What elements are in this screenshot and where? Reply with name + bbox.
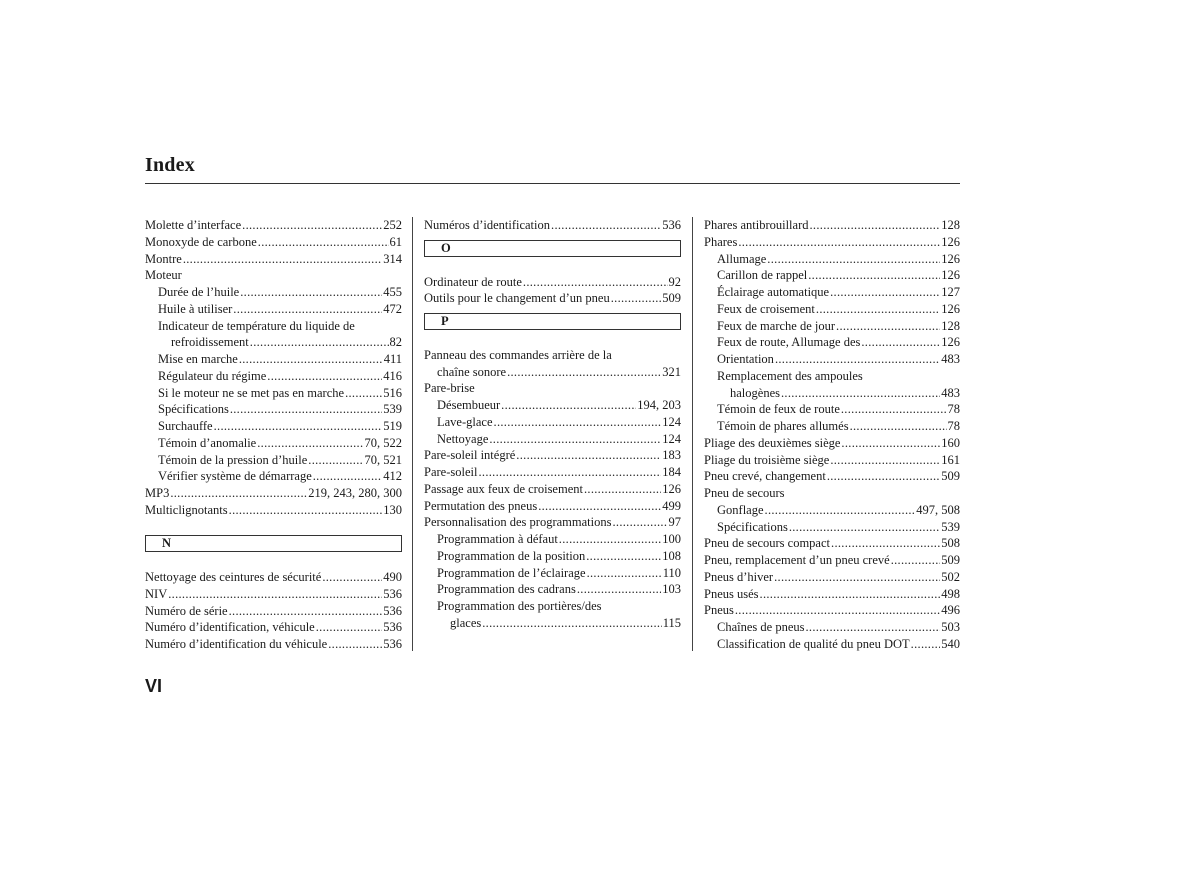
entry-page-number: 126 — [941, 268, 960, 283]
entry-page-number: 110 — [662, 565, 681, 580]
index-entry — [704, 351, 960, 368]
dot-leader — [551, 217, 661, 230]
index-entry — [424, 447, 681, 464]
index-entry — [145, 284, 402, 301]
entry-page-number: 161 — [941, 452, 960, 467]
entry-term: Nettoyage des ceintures de sécurité — [145, 570, 322, 584]
entry-page-number: 61 — [389, 234, 402, 249]
index-entry — [704, 284, 960, 301]
index-entry — [145, 334, 402, 351]
index-entry — [704, 334, 960, 351]
entry-page-number: 536 — [383, 637, 402, 651]
entry-term: Numéro de série — [145, 603, 228, 618]
entry-page-number: 499 — [662, 498, 681, 513]
dot-leader — [816, 301, 940, 314]
entry-page-number: 82 — [389, 335, 402, 350]
index-entry — [704, 385, 960, 402]
entry-group — [145, 569, 402, 653]
index-entry — [145, 401, 402, 418]
index-column-1 — [145, 217, 402, 653]
entry-page-number: 497, 508 — [916, 502, 960, 517]
entry-page-number: 115 — [662, 615, 681, 630]
dot-leader — [850, 418, 947, 431]
entry-term: Nettoyage — [437, 431, 489, 446]
title-rule — [145, 183, 960, 184]
entry-page-number: 194, 203 — [637, 398, 681, 412]
dot-leader — [861, 334, 940, 347]
letter-heading-o: O — [424, 240, 681, 257]
dot-leader — [738, 234, 940, 247]
dot-leader — [170, 485, 307, 498]
index-entry — [704, 602, 960, 619]
entry-term: Permutation des pneus — [424, 498, 538, 513]
entry-page-number: 126 — [662, 481, 681, 496]
entry-term: Gonflage — [717, 502, 764, 517]
index-entry — [424, 581, 681, 598]
entry-term: Feux de croisement — [717, 301, 815, 316]
index-entry — [704, 318, 960, 335]
dot-leader — [587, 565, 662, 578]
dot-leader — [322, 569, 382, 582]
index-entry — [424, 514, 681, 531]
entry-term: chaîne sonore — [437, 364, 507, 379]
dot-leader — [229, 603, 383, 616]
letter-heading-n: N — [145, 535, 402, 552]
dot-leader — [841, 435, 940, 448]
index-entry — [424, 217, 681, 234]
dot-leader — [308, 452, 363, 465]
entry-term: Témoin de la pression d’huile — [158, 452, 308, 467]
index-entry — [424, 464, 681, 481]
index-entry — [145, 468, 402, 485]
entry-term: MP3 — [145, 486, 170, 500]
index-column-2 — [424, 217, 681, 632]
entry-page-number: 92 — [668, 274, 681, 289]
entry-term: Pneu, remplacement d’un pneu crevé — [704, 553, 890, 567]
entry-term: Pneu de secours — [704, 486, 785, 500]
entry-page-number: 184 — [662, 465, 681, 479]
dot-leader — [242, 217, 382, 230]
dot-leader — [494, 414, 662, 427]
index-entry — [424, 274, 681, 291]
entry-term: Ordinateur de route — [424, 274, 522, 289]
letter-heading-p: P — [424, 313, 681, 330]
entry-page-number: 160 — [941, 435, 960, 450]
entry-term: Monoxyde de carbone — [145, 234, 257, 249]
entry-term: Spécifications — [158, 402, 229, 417]
page-number: VI — [145, 676, 163, 696]
index-entry — [424, 481, 681, 498]
entry-page-number: 124 — [662, 431, 681, 446]
dot-leader — [183, 251, 382, 264]
entry-page-number: 124 — [662, 414, 681, 429]
entry-term: Pneu de secours compact — [704, 536, 831, 551]
index-entry — [704, 636, 960, 653]
entry-term: refroidissement — [171, 335, 249, 350]
dot-leader — [775, 351, 940, 364]
entry-page-number: 540 — [941, 636, 960, 651]
entry-page-number: 508 — [941, 536, 960, 551]
entry-term: Programmation des cadrans — [437, 582, 576, 597]
index-entry — [424, 397, 681, 414]
dot-leader — [229, 502, 383, 515]
index-column-3 — [704, 217, 960, 653]
entry-term: Programmation de la position — [437, 548, 586, 563]
entry-term: Désembueur — [437, 398, 501, 412]
index-entry — [704, 502, 960, 519]
entry-page-number: 411 — [383, 352, 402, 366]
index-entry — [424, 531, 681, 548]
index-entry — [145, 385, 402, 402]
entry-page-number: 126 — [941, 301, 960, 316]
entry-term: halogènes — [730, 385, 780, 400]
entry-term: Orientation — [717, 352, 774, 366]
entry-term: Personnalisation des programmations — [424, 515, 612, 530]
dot-leader — [612, 514, 667, 527]
entry-term: Phares antibrouillard — [704, 218, 809, 232]
index-entry — [145, 586, 402, 603]
dot-leader — [258, 234, 389, 247]
entry-term: Multiclignotants — [145, 502, 228, 517]
dot-leader — [584, 481, 661, 494]
entry-page-number: 472 — [383, 301, 402, 316]
entry-term: Feux de route, Allumage des — [717, 335, 861, 350]
entry-group — [704, 217, 960, 653]
entry-page-number: 516 — [383, 385, 402, 400]
dot-leader — [501, 397, 636, 410]
entry-page-number: 412 — [383, 469, 402, 484]
index-entry — [704, 217, 960, 234]
entry-page-number: 455 — [383, 285, 402, 299]
index-entry — [145, 569, 402, 586]
index-entry — [704, 485, 960, 502]
dot-leader — [735, 602, 940, 615]
dot-leader — [808, 267, 940, 280]
dot-leader — [316, 619, 383, 632]
entry-term: Pneus — [704, 603, 734, 618]
entry-term: Moteur — [145, 268, 182, 283]
dot-leader — [781, 385, 940, 398]
index-entry — [704, 435, 960, 452]
index-entry — [704, 401, 960, 418]
dot-leader — [345, 385, 382, 398]
index-entry — [704, 535, 960, 552]
index-entry — [145, 251, 402, 268]
index-entry — [704, 301, 960, 318]
index-entry — [704, 418, 960, 435]
entry-term: glaces — [450, 615, 482, 630]
dot-leader — [267, 368, 382, 381]
entry-page-number: 78 — [947, 402, 960, 417]
dot-leader — [489, 431, 661, 444]
dot-leader — [313, 468, 383, 481]
entry-term: Pare-soleil intégré — [424, 448, 516, 463]
dot-leader — [239, 351, 383, 364]
entry-term: Outils pour le changement d’un pneu — [424, 291, 610, 306]
entry-page-number: 502 — [941, 569, 960, 584]
entry-page-number: 321 — [662, 364, 681, 379]
entry-group — [145, 217, 402, 519]
index-entry — [424, 290, 681, 307]
index-entry — [145, 485, 402, 502]
entry-page-number: 126 — [941, 234, 960, 249]
entry-term: Huile à utiliser — [158, 301, 233, 316]
entry-page-number: 503 — [941, 620, 960, 634]
entry-term: Témoin d’anomalie — [158, 435, 257, 450]
dot-leader — [911, 636, 941, 649]
dot-leader — [831, 535, 940, 548]
entry-page-number: 539 — [941, 519, 960, 534]
entry-group — [424, 274, 681, 308]
dot-leader — [214, 418, 383, 431]
entry-page-number: 70, 522 — [364, 435, 402, 450]
entry-page-number: 128 — [941, 318, 960, 333]
entry-term: Pneus d’hiver — [704, 569, 774, 584]
entry-term: Pliage du troisième siège — [704, 452, 830, 467]
dot-leader — [233, 301, 382, 314]
index-entry — [145, 351, 402, 368]
entry-page-number: 183 — [662, 448, 681, 463]
column-divider — [692, 217, 693, 651]
dot-leader — [507, 364, 661, 377]
index-entry — [145, 418, 402, 435]
dot-leader — [250, 334, 389, 347]
index-entry — [424, 347, 681, 364]
dot-leader — [482, 615, 661, 628]
index-entry — [424, 615, 681, 632]
column-divider — [412, 217, 413, 651]
index-entry — [145, 502, 402, 519]
dot-leader — [523, 274, 668, 287]
entry-page-number: 509 — [941, 553, 960, 567]
dot-leader — [767, 251, 940, 264]
entry-term: Lave-glace — [437, 414, 493, 429]
entry-page-number: 314 — [383, 251, 402, 266]
entry-term: Pneus usés — [704, 586, 759, 601]
index-entry — [145, 603, 402, 620]
entry-term: Pare-soleil — [424, 465, 478, 479]
index-entry — [145, 636, 402, 653]
dot-leader — [789, 519, 940, 532]
dot-leader — [328, 636, 382, 649]
entry-term: Pliage des deuxièmes siège — [704, 435, 841, 450]
dot-leader — [478, 464, 661, 477]
entry-page-number: 130 — [383, 502, 402, 517]
entry-term: Pneu crevé, changement — [704, 469, 826, 484]
entry-term: Surchauffe — [158, 419, 213, 433]
entry-term: NIV — [145, 586, 168, 601]
entry-page-number: 509 — [662, 291, 681, 306]
entry-term: Molette d’interface — [145, 218, 242, 232]
dot-leader — [559, 531, 661, 544]
index-entry — [424, 498, 681, 515]
entry-term: Pare-brise — [424, 381, 475, 396]
entry-term: Mise en marche — [158, 352, 238, 366]
index-entry — [424, 565, 681, 582]
entry-page-number: 416 — [383, 368, 402, 383]
dot-leader — [830, 284, 940, 297]
dot-leader — [230, 401, 382, 414]
entry-term: Feux de marche de jour — [717, 318, 836, 333]
entry-term: Chaînes de pneus — [717, 620, 805, 634]
entry-page-number: 126 — [941, 251, 960, 266]
entry-term: Si le moteur ne se met pas en marche — [158, 385, 345, 400]
entry-term: Programmation à défaut — [437, 532, 558, 546]
entry-term: Témoin de feux de route — [717, 402, 840, 417]
entry-page-number: 97 — [668, 515, 681, 530]
index-entry — [424, 431, 681, 448]
entry-page-number: 536 — [383, 620, 402, 635]
dot-leader — [611, 290, 662, 303]
entry-term: Vérifier système de démarrage — [158, 469, 312, 484]
entry-page-number: 108 — [662, 548, 681, 563]
index-entry — [704, 552, 960, 569]
entry-page-number: 100 — [662, 532, 681, 546]
index-entry — [704, 267, 960, 284]
entry-page-number: 70, 521 — [364, 452, 402, 467]
index-entry — [145, 435, 402, 452]
index-entry — [424, 548, 681, 565]
entry-page-number: 78 — [947, 419, 960, 433]
entry-group — [424, 217, 681, 234]
entry-page-number: 483 — [941, 385, 960, 400]
dot-leader — [577, 581, 661, 594]
entry-term: Panneau des commandes arrière de la — [424, 347, 612, 362]
entry-page-number: 498 — [941, 586, 960, 601]
dot-leader — [830, 452, 940, 465]
index-entry — [424, 414, 681, 431]
entry-page-number: 496 — [941, 603, 960, 618]
entry-term: Éclairage automatique — [717, 285, 830, 299]
entry-group — [424, 347, 681, 632]
index-entry — [145, 217, 402, 234]
entry-page-number: 490 — [383, 570, 402, 584]
dot-leader — [891, 552, 941, 565]
index-entry — [704, 569, 960, 586]
entry-page-number: 127 — [941, 285, 960, 299]
index-entry — [145, 619, 402, 636]
entry-page-number: 128 — [941, 218, 960, 232]
entry-term: Témoin de phares allumés — [717, 419, 849, 433]
entry-term: Numéros d’identification — [424, 218, 551, 232]
entry-term: Régulateur du régime — [158, 368, 267, 383]
entry-page-number: 536 — [383, 603, 402, 618]
spacer — [145, 519, 402, 536]
entry-term: Numéro d’identification, véhicule — [145, 620, 315, 635]
entry-page-number: 219, 243, 280, 300 — [308, 486, 402, 500]
entry-page-number: 103 — [662, 582, 681, 597]
entry-term: Remplacement des ampoules — [717, 368, 863, 383]
index-entry — [145, 368, 402, 385]
dot-leader — [516, 447, 661, 460]
entry-term: Programmation des portières/des — [437, 599, 602, 613]
entry-page-number: 126 — [941, 335, 960, 350]
entry-term: Phares — [704, 234, 738, 249]
index-entry — [145, 452, 402, 469]
entry-page-number: 536 — [383, 586, 402, 601]
dot-leader — [836, 318, 940, 331]
index-entry — [704, 452, 960, 469]
entry-term: Durée de l’huile — [158, 285, 240, 299]
dot-leader — [240, 284, 382, 297]
index-entry — [145, 234, 402, 251]
dot-leader — [827, 468, 940, 481]
dot-leader — [841, 401, 947, 414]
index-entry — [424, 364, 681, 381]
entry-term: Passage aux feux de croisement — [424, 481, 583, 496]
entry-term: Programmation de l’éclairage — [437, 565, 586, 580]
dot-leader — [760, 586, 941, 599]
dot-leader — [765, 502, 916, 515]
entry-term: Spécifications — [717, 519, 788, 534]
index-entry — [704, 468, 960, 485]
entry-page-number: 509 — [941, 469, 960, 484]
dot-leader — [168, 586, 382, 599]
index-entry — [145, 301, 402, 318]
entry-term: Montre — [145, 251, 182, 266]
page-title: Index — [145, 154, 195, 176]
entry-term: Carillon de rappel — [717, 268, 808, 283]
entry-page-number: 539 — [383, 402, 402, 417]
index-entry — [704, 234, 960, 251]
entry-page-number: 536 — [662, 218, 681, 232]
entry-term: Allumage — [717, 251, 767, 266]
dot-leader — [257, 435, 363, 448]
dot-leader — [805, 619, 940, 632]
index-entry — [424, 380, 681, 397]
entry-term: Classification de qualité du pneu DOT — [717, 636, 910, 651]
entry-page-number: 483 — [941, 352, 960, 366]
index-entry — [145, 267, 402, 284]
dot-leader — [810, 217, 941, 230]
dot-leader — [774, 569, 940, 582]
index-entry — [704, 368, 960, 385]
index-entry — [704, 586, 960, 603]
dot-leader — [538, 498, 661, 511]
entry-term: Numéro d’identification du véhicule — [145, 637, 328, 651]
index-entry — [704, 619, 960, 636]
index-entry — [704, 251, 960, 268]
entry-page-number: 519 — [383, 419, 402, 433]
index-entry — [424, 598, 681, 615]
entry-term: Indicateur de température du liquide de — [158, 318, 355, 333]
entry-page-number: 252 — [383, 218, 402, 232]
dot-leader — [586, 548, 661, 561]
index-entry — [704, 519, 960, 536]
index-entry — [145, 318, 402, 335]
